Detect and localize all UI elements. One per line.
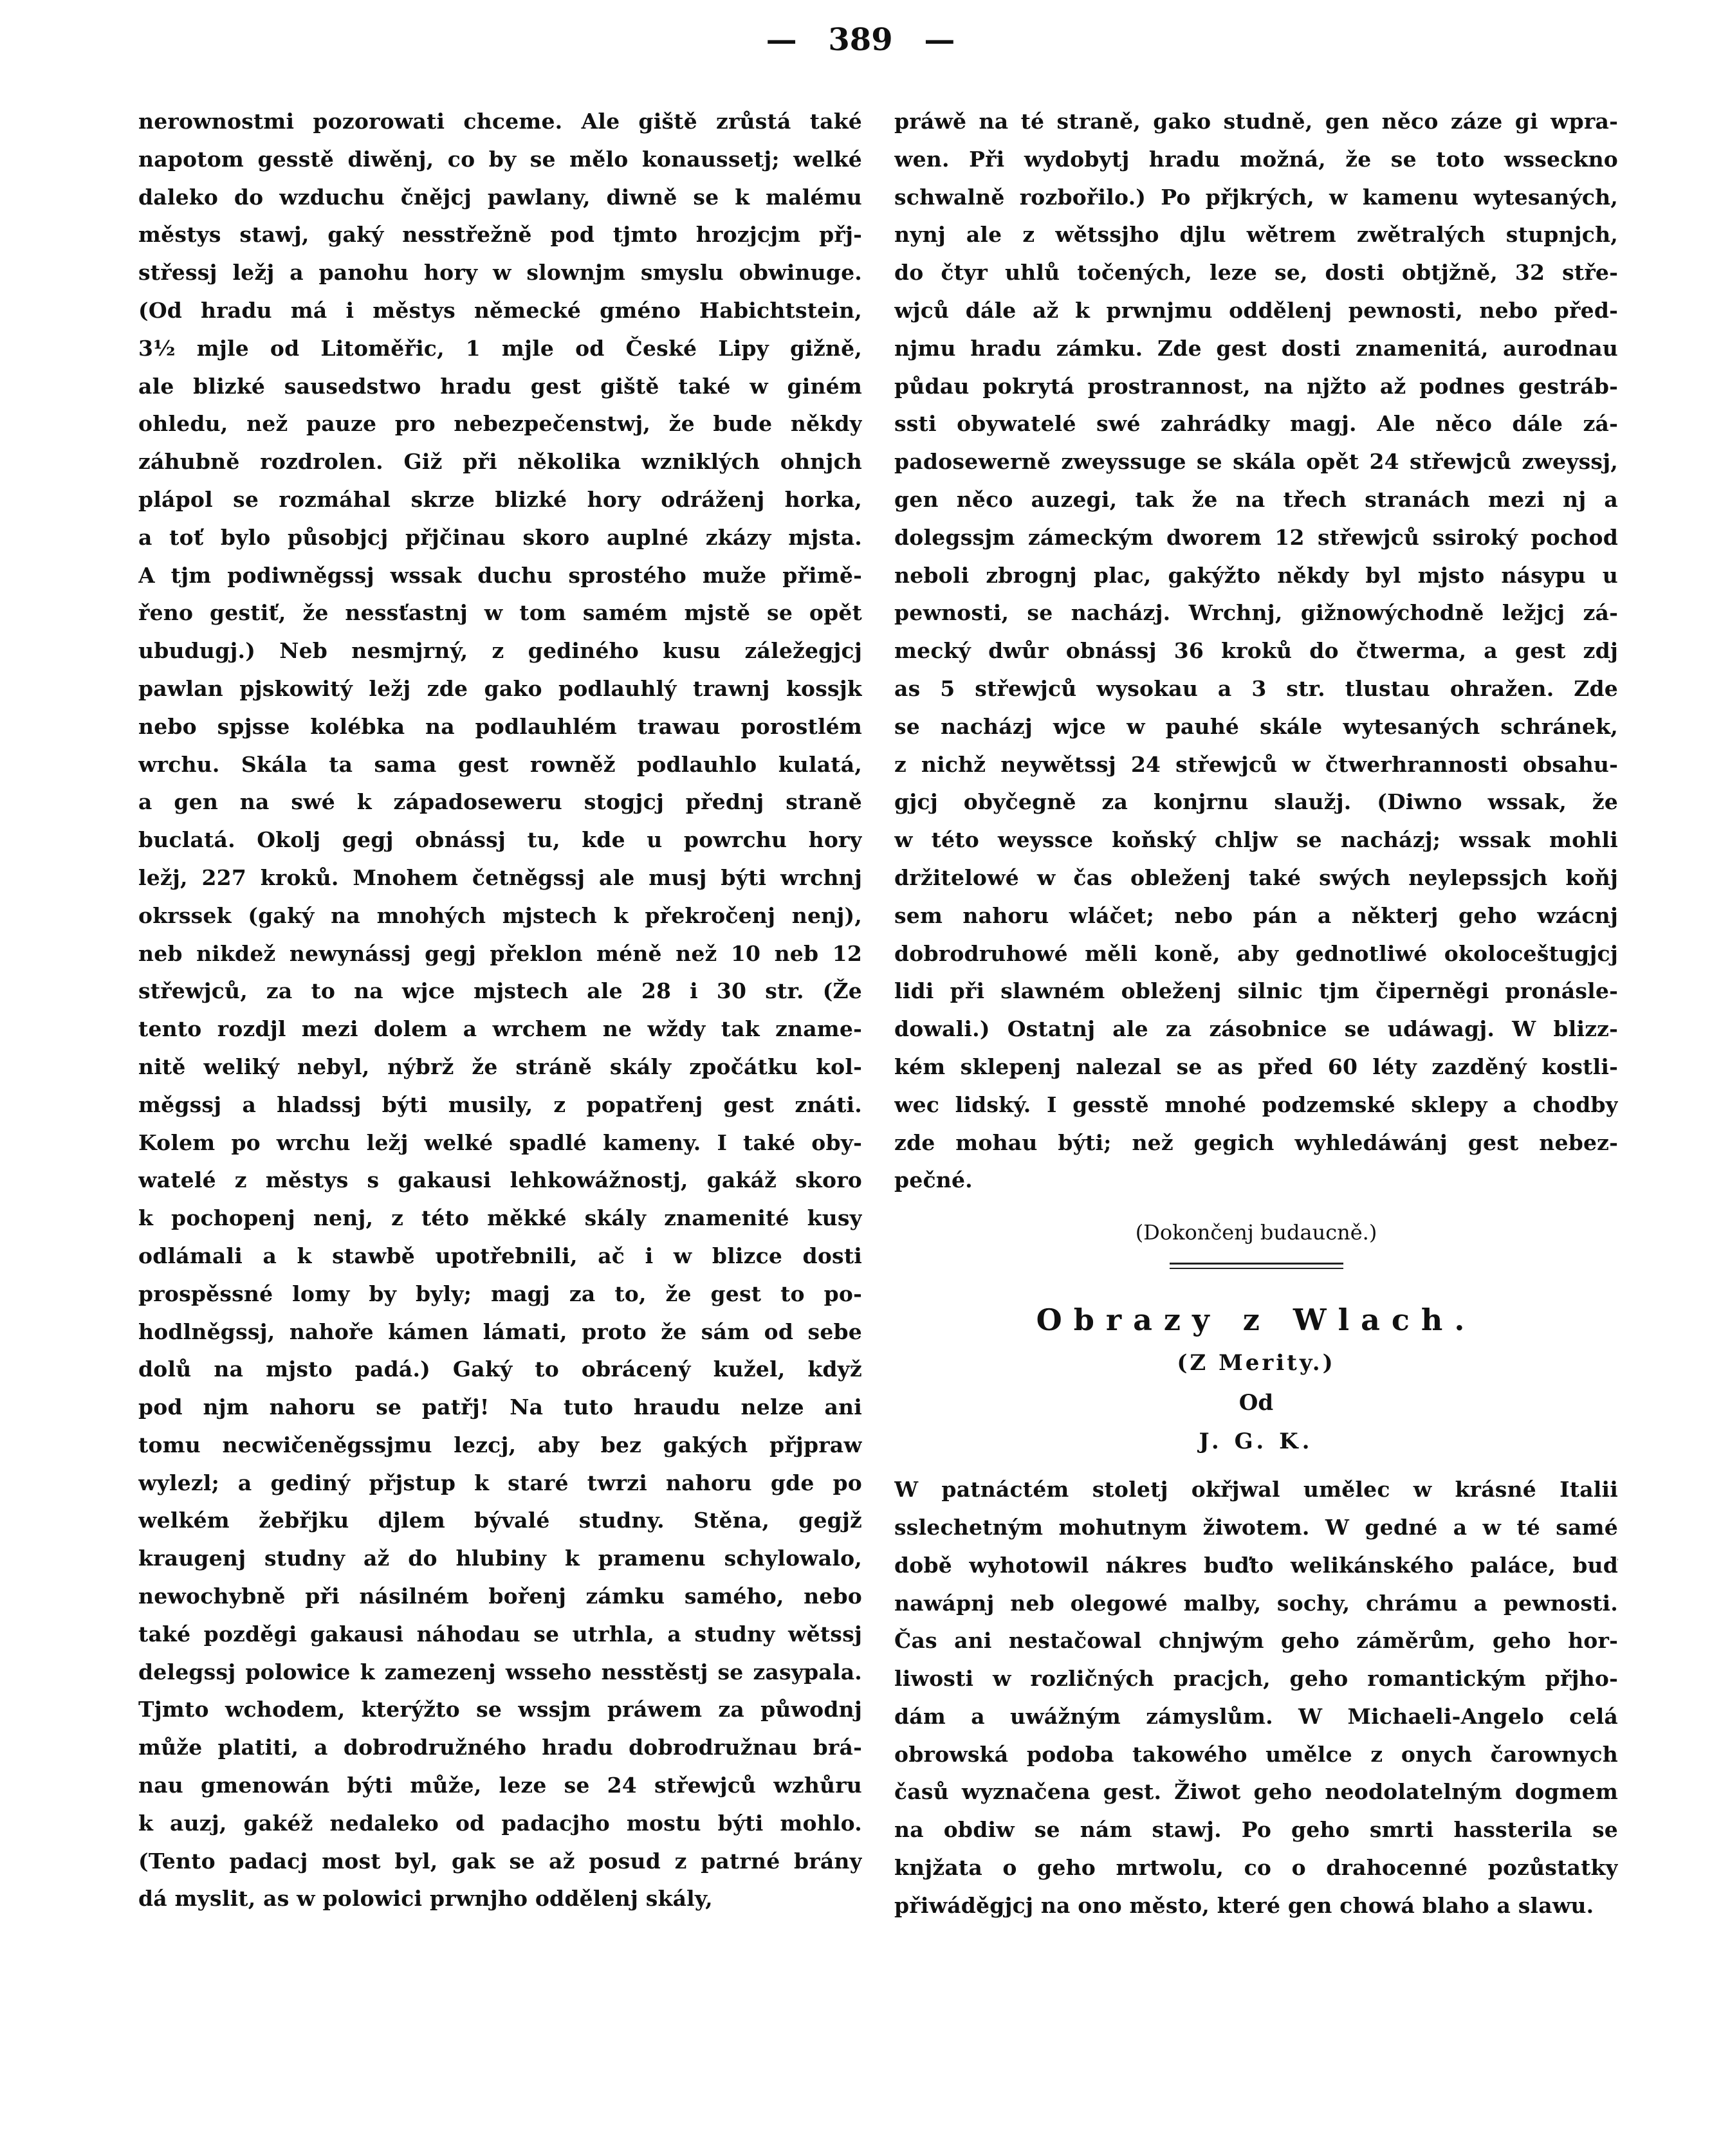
right-column-line: schwalně rozbořilo.) Po přjkrých, w kamenu wytesaných, [894,184,1618,210]
left-column-line: odlámali a k stawbě upotřebnili, ač i w blizce dosti [138,1243,862,1268]
right-column-line: práwě na té straně, gako studně, gen něco záze gi wpra- [894,109,1618,134]
left-column-line: a gen na swé k západoseweru stogjcj přednj straně [138,789,862,815]
article-body-line: nawápnj neb olegowé malby, sochy, chrámu a pewnosti. [894,1590,1618,1616]
left-column-line: dolů na mjsto padá.) Gaký to obrácený kužel, když [138,1357,862,1382]
right-column-line: wjců dále až k prwnjmu oddělenj pewnosti, nebo před- [894,297,1618,323]
right-column-line: dolegssjm zámeckým dworem 12 střewjců ssiroký pochod [894,524,1618,550]
left-column-line: může platiti, a dobrodružného hradu dobrodružnau brá- [138,1735,862,1760]
header-dash-left: — [766,22,797,58]
right-column-line: sem nahoru wláčet; nebo pán a některj geho wzácnj [894,902,1618,928]
left-column-line: wrchu. Skála ta sama gest rowněž podlauhlo kulatá, [138,751,862,777]
article-body-line: Čas ani nestačowal chnjwým geho záměrům, geho hor- [894,1628,1618,1654]
right-column-line: gen něco auzegi, tak že na třech stranách mezi nj a [894,486,1618,512]
left-column-line: plápol se rozmáhal skrze blizké hory odráženj horka, [138,486,862,512]
left-column-line: k auzj, gakéž nedaleko od padacjho mostu býti mohlo. [138,1810,862,1836]
left-column-line: nebo spjsse kolébka na podlauhlém trawau porostlém [138,713,862,739]
left-column-line: Kolem po wrchu ležj welké spadlé kameny. I také oby- [138,1129,862,1155]
article-body-line: době wyhotowil nákres buďto welikánského paláce, buď [894,1552,1618,1578]
left-column-line: nau gmenowán býti může, leze se 24 střewjců wzhůru [138,1773,862,1798]
article-body [894,1471,1618,1925]
left-column-line: neb nikdež newynássj gegj překlon méně než 10 neb 12 [138,940,862,966]
article-author: J. G. K. [1199,1429,1314,1455]
left-column-line: Tjmto wchodem, kterýžto se wssjm práwem za půwodnj [138,1697,862,1722]
article-subtitle: (Z Merity.) [1177,1350,1336,1376]
byline-label: Od [1238,1390,1274,1416]
left-column-line: ohledu, než pauze pro nebezpečenstwj, že bude někdy [138,411,862,437]
article-body-line: liwosti w rozličných pracjch, geho romantickým přjho- [894,1666,1618,1692]
article-body-line: na obdiw se nám stawj. Po geho smrti hassterila se [894,1817,1618,1843]
left-column-line: ležj, 227 kroků. Mnohem četněgssj ale musj býti wrchnj [138,864,862,890]
right-column-line: z nichž neywětssj 24 střewjců w čtwerhrannosti obsahu- [894,751,1618,777]
header-dash-right: — [924,22,955,58]
left-column-line: střessj ležj a panohu hory w slownjm smyslu obwinuge. [138,260,862,286]
left-column-line: k pochopenj nenj, z této měkké skály znamenité kusy [138,1205,862,1231]
right-column-line: do čtyr uhlů točených, leze se, dosti obtjžně, 32 stře- [894,260,1618,286]
left-column-line: A tjm podiwněgssj wssak duchu sprostého muže přimě- [138,562,862,588]
right-column-line: pewnosti, se nacházj. Wrchnj, gižnowýchodně ležjcj zá- [894,600,1618,626]
left-column-line: pod njm nahoru se patřj! Na tuto hraudu nelze ani [138,1394,862,1420]
to-be-continued-note: (Dokončenj budaucně.) [1135,1220,1377,1245]
left-column-line: ale blizké sausedstwo hradu gest giště také w giném [138,373,862,399]
left-column-line: daleko do wzduchu čnějcj pawlany, diwně se k malému [138,184,862,210]
left-column-line: (Od hradu má i městys německé gméno Habichtstein, [138,297,862,323]
right-column-line: wen. Při wydobytj hradu možná, že se toto wsseckno [894,146,1618,172]
left-column-text [138,103,862,1918]
article-body-line: časů wyznačena gest. Žiwot geho neodolatelným dogmem [894,1779,1618,1805]
right-column-line: nynj ale z wětssjho djlu wětrem zwětralých stupnjch, [894,222,1618,248]
article-body-line: W patnáctém stoletj okřjwal umělec w krásné Italii [894,1477,1618,1503]
left-column-line: záhubně rozdrolen. Giž při několika wzniklých ohnjch [138,449,862,475]
right-column-line: pečné. [894,1167,973,1193]
right-column-line: w této weyssce koňský chljw se nacházj; wssak mohli [894,827,1618,853]
left-column-line: tento rozdjl mezi dolem a wrchem ne wždy tak zname- [138,1016,862,1042]
left-column-line: kraugenj studny až do hlubiny k pramenu schylowalo, [138,1546,862,1571]
left-column-line: měgssj a hladssj býti musily, z popatřenj gest znáti. [138,1092,862,1117]
left-column-line: okrssek (gaký na mnohých mjstech k překročenj nenj), [138,902,862,928]
right-column-line: ssti obywatelé swé zahrádky magj. Ale něco dále zá- [894,411,1618,437]
right-column-line: njmu hradu zámku. Zde gest dosti znamenitá, aurodnau [894,335,1618,361]
left-column-line: střewjců, za to na wjce mjstech ale 28 i 30 str. (Že [138,978,862,1004]
left-column-line: 3½ mjle od Litoměřic, 1 mjle od České Lipy gižně, [138,335,862,361]
left-column-line: dá myslit, as w polowici prwnjho oddělenj skály, [138,1886,713,1912]
left-column-line: buclatá. Okolj gegj obnássj tu, kde u powrchu hory [138,827,862,853]
right-column-line: padosewerně zweyssuge se skála opět 24 střewjců zweyssj, [894,449,1618,475]
right-column [894,103,1618,1925]
article-body-line: knjžata o geho mrtwolu, co o drahocenné pozůstatky [894,1855,1618,1881]
left-column-line: newochybně při násilném bořenj zámku samého, nebo [138,1584,862,1609]
right-column-line: gjcj obyčegně za konjrnu slaužj. (Diwno wssak, že [894,789,1618,815]
left-column-line: nerownostmi pozorowati chceme. Ale giště zrůstá také [138,109,862,134]
right-column-line: zde mohau býti; než gegich wyhledáwánj gest nebez- [894,1129,1618,1155]
left-column-line: prospěssné lomy by byly; magj za to, že gest to po- [138,1281,862,1306]
left-column-line: ubudugj.) Neb nesmjrný, z gediného kusu záležegjcj [138,638,862,664]
right-column-line: půdau pokrytá prostrannost, na njžto až podnes gestráb- [894,373,1618,399]
left-column-line: napotom gesstě diwěnj, co by se mělo konaussetj; welké [138,146,862,172]
left-column-line: pawlan pjskowitý ležj zde gako podlauhlý trawnj kossjk [138,675,862,701]
left-column-line: (Tento padacj most byl, gak se až posud z patrné brány [138,1848,862,1874]
page-header [0,22,1721,58]
left-column-line: watelé z městys s gakausi lehkowážnostj, gakáž skoro [138,1167,862,1193]
left-column-line: nitě weliký nebyl, nýbrž že stráně skály zpočátku kol- [138,1054,862,1079]
left-column-line: tomu necwičeněgssjmu lezcj, aby bez gakých přjpraw [138,1432,862,1457]
right-column-line: kém sklepenj nalezal se as před 60 léty zazděný kostli- [894,1054,1618,1079]
left-column-line: welkém žebřjku djlem bývalé studny. Stěna, gegjž [138,1508,862,1533]
right-column-line: wec lidský. I gesstě mnohé podzemské sklepy a chodby [894,1092,1618,1117]
left-column-line: a toť bylo působjcj přjčinau skoro auplné zkázy mjsta. [138,524,862,550]
article-body-line: přiwáděgjcj na ono město, které gen chowá blaho a slawu. [894,1892,1594,1918]
right-column-line: dobrodruhowé měli koně, aby gednotliwé okoloceštugjcj [894,940,1618,966]
left-column-line: delegssj polowice k zamezenj wsseho nesstěstj se zasypala. [138,1659,862,1685]
right-column-line: lidi při slawném obleženj silnic tjm čiperněgi pronásle- [894,978,1618,1004]
left-column-line: řeno gestiť, že nessťastnj w tom samém mjstě se opět [138,600,862,626]
left-column [138,103,862,1918]
left-column-line: také pozděgi gakausi náhodau se utrhla, a studny wětssj [138,1621,862,1647]
right-column-line: dowali.) Ostatnj ale za zásobnice se udáwagj. W blizz- [894,1016,1618,1042]
section-divider [1170,1263,1343,1269]
right-column-line: neboli zbrognj plac, gakýžto někdy byl mjsto násypu u [894,562,1618,588]
left-column-line: wylezl; a gediný přjstup k staré twrzi nahoru gde po [138,1470,862,1495]
article-body-text [894,1471,1618,1925]
article-body-line: dám a uwážným zámyslům. W Michaeli-Angelo celá [894,1703,1618,1729]
article-body-line: sslechetným mohutnym žiwotem. W gedné a w té samé [894,1514,1618,1540]
article-title: Obrazy z Wlach. [1036,1302,1477,1338]
right-column-line: mecký dwůr obnássj 36 kroků do čtwerma, a gest zdj [894,638,1618,664]
page-number: 389 [828,22,893,58]
left-column-line: městys stawj, gaký nesstřežně pod tjmto hrozjcjm přj- [138,222,862,248]
right-column-line: as 5 střewjců wysokau a 3 str. tlustau ohražen. Zde [894,675,1618,701]
right-column-line: držitelowé w čas obleženj také swých neylepssjch koňj [894,864,1618,890]
right-column-line: se nacházj wjce w pauhé skále wytesaných schránek, [894,713,1618,739]
article-body-line: obrowská podoba takowého umělce z onych čarownych [894,1741,1618,1767]
right-column-text [894,103,1618,1200]
left-column-line: hodlněgssj, nahoře kámen lámati, proto že sám od sebe [138,1319,862,1344]
